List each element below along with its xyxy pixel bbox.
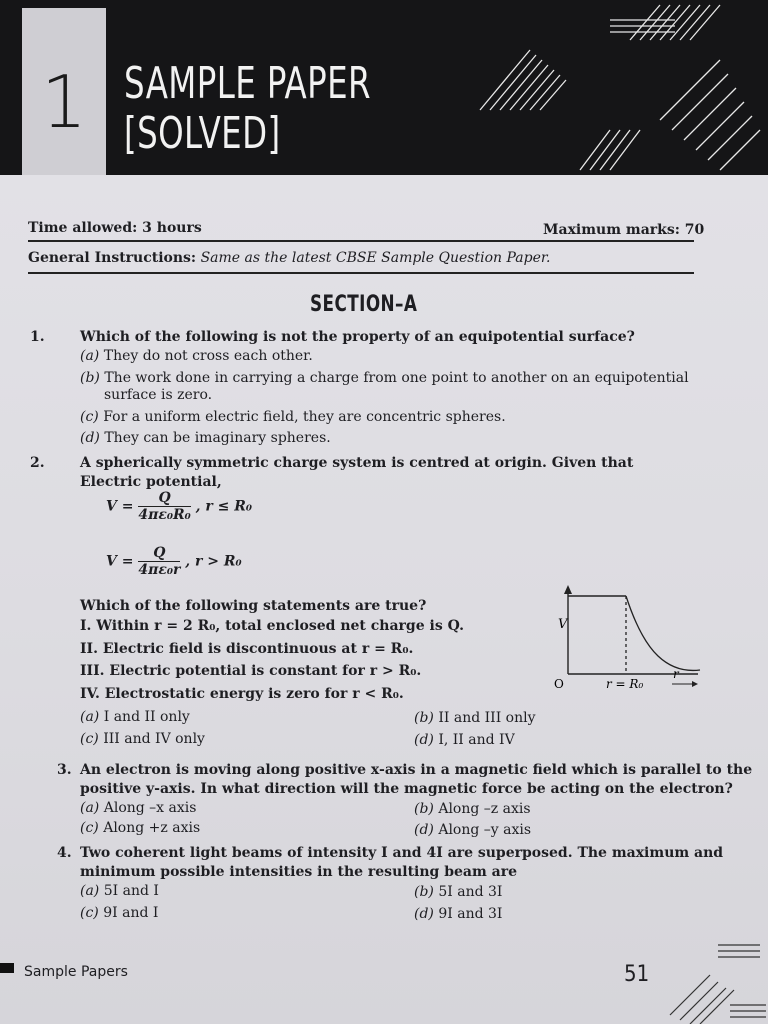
graph-origin-label: O xyxy=(554,677,564,690)
eq1-lhs: V = xyxy=(106,498,134,515)
option-text: The work done in carrying a charge from one point to another on an equipotential xyxy=(104,370,689,386)
option-key: (d) xyxy=(414,906,434,922)
footer-marker xyxy=(0,963,14,973)
q2-option-d xyxy=(414,732,515,749)
option-key: (c) xyxy=(80,905,99,921)
option-key: (a) xyxy=(80,348,100,364)
q1-option-b-cont: surface is zero. xyxy=(104,387,213,403)
divider xyxy=(28,240,694,242)
option-text: II and III only xyxy=(438,710,536,726)
option-text: Along –z axis xyxy=(438,801,531,817)
q4-option-c xyxy=(80,905,158,922)
option-key: (c) xyxy=(80,409,99,425)
option-text: They do not cross each other. xyxy=(103,348,313,364)
option-key: (a) xyxy=(80,883,100,899)
q2-line2: Electric potential, xyxy=(80,474,222,490)
option-text: I and II only xyxy=(103,709,190,725)
eq2-numerator: Q xyxy=(138,545,180,562)
option-text: 5I and 3I xyxy=(438,884,503,900)
eq1-condition: , r ≤ R₀ xyxy=(195,498,252,515)
option-text: For a uniform electric field, they are concentric spheres. xyxy=(103,409,506,425)
decay-curve xyxy=(626,596,700,670)
q3-option-d xyxy=(414,822,531,839)
eq2-lhs: V = xyxy=(106,553,134,570)
q3-option-b xyxy=(414,801,531,818)
q2-option-a xyxy=(80,709,190,726)
option-key: (d) xyxy=(414,822,434,838)
option-text: Along –y axis xyxy=(438,822,532,838)
q3-option-a xyxy=(80,800,196,817)
q3-number: 3. xyxy=(57,762,72,778)
q1-option-c xyxy=(80,409,506,426)
q2-statement-1: I. Within r = 2 R₀, total enclosed net charge is Q. xyxy=(80,618,464,634)
eq2-condition: , r > R₀ xyxy=(185,553,242,570)
q2-option-c xyxy=(80,731,205,748)
header-decoration xyxy=(460,0,768,175)
q4-line1: Two coherent light beams of intensity I and 4I are superposed. The maximum and xyxy=(80,845,724,861)
option-key: (b) xyxy=(414,801,434,817)
maximum-marks: Maximum marks: 70 xyxy=(543,222,705,238)
q4-option-d xyxy=(414,906,502,923)
eq1-fraction xyxy=(138,490,190,523)
option-key: (c) xyxy=(80,820,99,836)
q2-number: 2. xyxy=(30,455,45,471)
graph-marker-label: r = R₀ xyxy=(606,677,644,690)
page-number: 51 xyxy=(624,962,650,987)
title-line-1: SAMPLE PAPER xyxy=(124,58,371,109)
instructions-text: Same as the latest CBSE Sample Question Paper. xyxy=(200,250,551,266)
header-banner xyxy=(0,0,768,175)
equation-2 xyxy=(106,545,242,578)
y-axis-arrow xyxy=(564,585,572,594)
option-text: Along –x axis xyxy=(103,800,197,816)
option-key: (d) xyxy=(414,732,434,748)
option-key: (c) xyxy=(80,731,99,747)
graph-y-label: V xyxy=(558,617,568,632)
general-instructions xyxy=(28,250,550,266)
footer-label: Sample Papers xyxy=(24,964,128,980)
option-text: Along +z axis xyxy=(103,820,201,836)
q4-number: 4. xyxy=(57,845,72,861)
option-key: (b) xyxy=(414,710,434,726)
q2-line1: A spherically symmetric charge system is centred at origin. Given that xyxy=(80,455,634,471)
q2-statement-3: III. Electric potential is constant for r > R₀. xyxy=(80,663,422,679)
q3-option-c xyxy=(80,820,200,837)
time-allowed: Time allowed: 3 hours xyxy=(28,220,202,236)
eq1-denominator: 4πε₀R₀ xyxy=(138,507,191,523)
option-text: 5I and I xyxy=(103,883,159,899)
divider xyxy=(28,272,694,274)
option-key: (d) xyxy=(80,430,100,446)
graph-x-label: r xyxy=(673,667,679,681)
q1-number: 1. xyxy=(30,329,45,345)
q1-option-a xyxy=(80,348,313,365)
q4-option-b xyxy=(414,884,502,901)
option-key: (b) xyxy=(80,370,100,386)
option-text: 9I and 3I xyxy=(438,906,503,922)
equation-1 xyxy=(106,490,252,523)
q3-line2: positive y-axis. In what direction will the magnetic force be acting on the electron? xyxy=(80,781,733,797)
q2-statement-4: IV. Electrostatic energy is zero for r < R₀. xyxy=(80,686,404,702)
x-direction-arrowhead xyxy=(692,681,698,687)
option-text: 9I and I xyxy=(103,905,159,921)
q1-option-b xyxy=(80,370,689,387)
potential-graph xyxy=(548,584,708,690)
option-text: III and IV only xyxy=(103,731,205,747)
q4-line2: minimum possible intensities in the resulting beam are xyxy=(80,864,518,880)
option-key: (a) xyxy=(80,800,100,816)
q2-statement-2: II. Electric field is discontinuous at r = R₀. xyxy=(80,641,414,657)
chapter-number: 1 xyxy=(41,60,87,144)
option-key: (b) xyxy=(414,884,434,900)
q2-option-b xyxy=(414,710,536,727)
eq2-denominator: 4πε₀r xyxy=(138,562,181,578)
title-line-2: [SOLVED] xyxy=(124,108,281,159)
option-key: (a) xyxy=(80,709,100,725)
q3-line1: An electron is moving along positive x-axis in a magnetic field which is parallel to the xyxy=(80,762,753,778)
option-text: They can be imaginary spheres. xyxy=(104,430,331,446)
q1-option-d xyxy=(80,430,331,447)
eq2-fraction xyxy=(138,545,180,578)
q1-text: Which of the following is not the property of an equipotential surface? xyxy=(80,329,635,345)
eq1-numerator: Q xyxy=(138,490,190,507)
section-title: SECTION–A xyxy=(310,292,418,317)
footer-decoration xyxy=(660,935,768,1024)
option-text: I, II and IV xyxy=(438,732,515,748)
q4-option-a xyxy=(80,883,159,900)
q2-question: Which of the following statements are true? xyxy=(80,598,427,614)
instructions-label: General Instructions: xyxy=(28,250,197,266)
